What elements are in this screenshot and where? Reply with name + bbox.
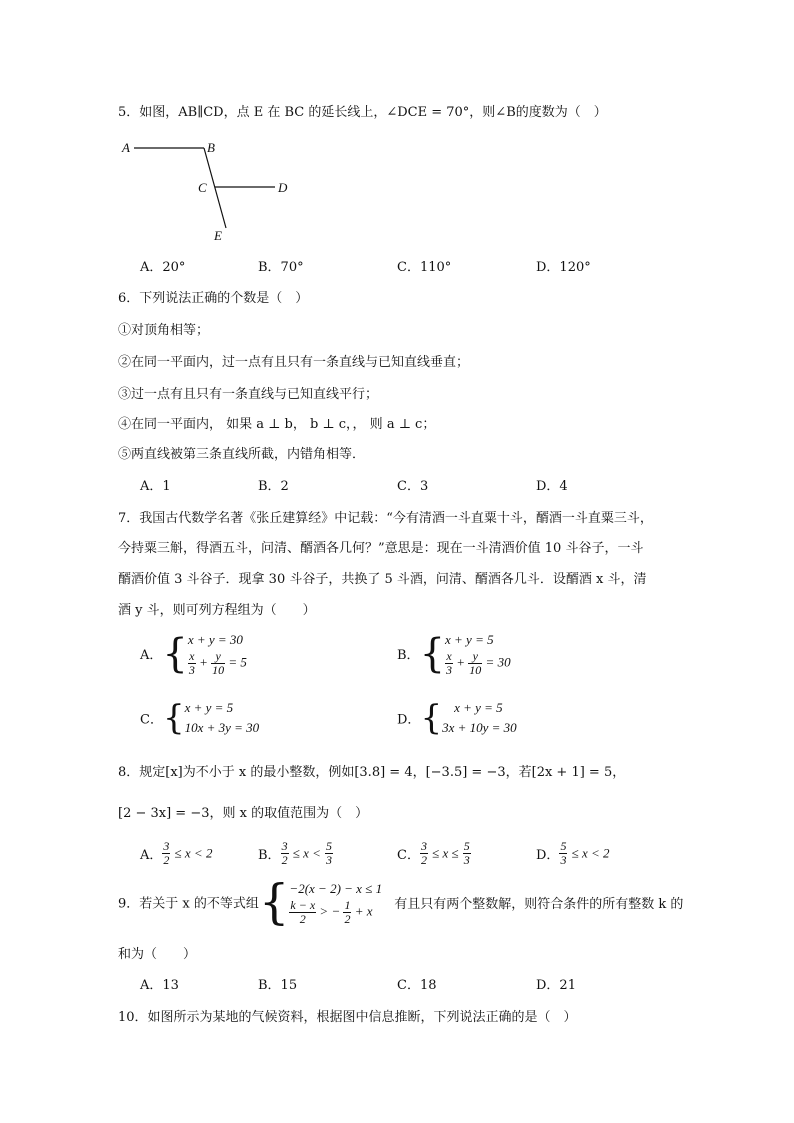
q9-option-c: C．18 xyxy=(397,978,437,993)
q8-c-den2: 3 xyxy=(463,853,470,867)
q6-item-5: ⑤两直线被第三条直线所截，内错角相等． xyxy=(118,447,366,462)
q7-option-c xyxy=(140,698,259,738)
q7-c-eq2: 10x + 3y = 30 xyxy=(184,720,260,735)
brace-icon: { xyxy=(419,630,446,677)
q7-a-f1-num: x xyxy=(189,649,195,663)
q7-a-f1-den: 3 xyxy=(188,663,195,677)
q7-option-a: A．{ x + y = 30 $\frac{x}{3}$ + $\frac{y}{10}$ = 5 xyxy=(140,630,247,677)
q8-a-den: 2 xyxy=(163,853,170,867)
q9-option-d: D．21 xyxy=(536,978,576,993)
q7-b-f1-den: 3 xyxy=(446,663,453,677)
q9-ineq-1: −2(x − 2) − x ≤ 1 xyxy=(289,880,383,896)
q9-ineq2-num2: 1 xyxy=(344,897,351,912)
q7-stem-line-1: 7．我国古代数学名著《张丘建算经》中记载：“今有清酒一斗直粟十斗，醑酒一斗直粟三斗， xyxy=(118,511,653,526)
q8-d-rest: ≤ x < 2 xyxy=(571,845,610,861)
q9-ineq2-mid: > − xyxy=(319,902,341,918)
q8-d-den: 3 xyxy=(560,853,567,867)
q8-stem-line-1: 8．规定[x]为不小于 x 的最小整数，例如[3.8] = 4，[−3.5] = −3，若[2x + 1] = 5， xyxy=(118,765,626,780)
q9-ineq2-tail: + x xyxy=(354,902,373,918)
q5-label-c: C xyxy=(198,180,207,195)
q9-stem-prefix: 9．若关于 x 的不等式组 xyxy=(118,896,259,912)
q5-option-b: B．70° xyxy=(258,260,304,275)
q5-stem: 5．如图，AB∥CD，点 E 在 BC 的延长线上，∠DCE = 70°，则∠B的度数为（ ） xyxy=(118,105,607,120)
q5-label-d: D xyxy=(278,180,288,195)
q7-stem-line-2: 今持粟三斛，得酒五斗，问清、醑酒各几何？”意思是：现在一斗清酒价值 10 斗谷子，一斗 xyxy=(118,541,644,556)
q6-item-3: ③过一点有且只有一条直线与已知直线平行； xyxy=(118,387,379,402)
q8-c-mid: ≤ x ≤ xyxy=(432,845,459,861)
q8-option-a xyxy=(140,840,212,867)
q5-option-a: A．20° xyxy=(140,260,186,275)
q8-stem-line-2: [2 − 3x] = −3，则 x 的取值范围为（ ） xyxy=(118,806,369,821)
q8-a-rest: ≤ x < 2 xyxy=(174,845,213,861)
q8-option-c xyxy=(397,840,471,867)
q8-option-d-label: D． xyxy=(536,848,560,863)
q8-d-num: 5 xyxy=(560,839,567,853)
q8-c-num2: 5 xyxy=(463,839,470,853)
q7-option-d-label: D． xyxy=(397,712,421,728)
q8-b-num2: 5 xyxy=(326,839,333,853)
q7-b-eq1: x + y = 5 xyxy=(445,632,494,647)
q5-label-e: E xyxy=(214,228,222,243)
q10-stem: 10．如图所示为某地的气候资料，根据图中信息推断，下列说法正确的是（ ） xyxy=(118,1010,577,1025)
q7-option-a-label: A． xyxy=(140,648,163,663)
q6-option-c: C．3 xyxy=(397,479,429,494)
q8-option-a-label: A． xyxy=(140,848,163,863)
q7-a-rhs: = 5 xyxy=(228,654,247,670)
q9-stem-suffix: 有且只有两个整数解，则符合条件的所有整数 k 的 xyxy=(394,896,684,912)
q7-d-eq1: x + y = 5 xyxy=(454,700,503,715)
q9-stem-line-2: 和为（ ） xyxy=(118,947,197,962)
q7-option-b-label: B． xyxy=(397,648,420,663)
q5-option-d: D．120° xyxy=(536,260,591,275)
q9-ineq2-den: 2 xyxy=(299,911,306,926)
q6-option-b: B．2 xyxy=(258,479,289,494)
q7-option-c-label: C． xyxy=(140,712,163,728)
q5-label-a: A xyxy=(122,140,130,155)
brace-icon: { xyxy=(162,698,185,738)
q8-b-num1: 3 xyxy=(281,839,288,853)
q6-item-4: ④在同一平面内， 如果 a ⊥ b， b ⊥ c，， 则 a ⊥ c； xyxy=(118,417,436,432)
q7-a-eq1: x + y = 30 xyxy=(187,632,243,647)
q7-c-eq1: x + y = 5 xyxy=(184,700,234,715)
q8-option-b xyxy=(258,840,333,867)
q6-item-2: ②在同一平面内，过一点有且只有一条直线与已知直线垂直； xyxy=(118,355,470,370)
q7-option-b: B．{ x + y = 5 $\frac{x}{3}$ + $\frac{y}{10}$ = 30 xyxy=(397,630,511,677)
q8-b-den2: 3 xyxy=(326,853,333,867)
q9-stem xyxy=(118,876,683,928)
q8-c-num1: 3 xyxy=(420,839,427,853)
q8-c-den1: 2 xyxy=(420,853,427,867)
q7-stem-line-4: 酒 y 斗，则可列方程组为（ ） xyxy=(118,603,316,618)
q7-b-f2-num: y xyxy=(468,650,482,664)
q7-a-f2-den: 10 xyxy=(212,663,225,677)
brace-icon: { xyxy=(420,698,443,738)
q7-option-d xyxy=(397,698,517,738)
brace-icon: { xyxy=(162,630,188,677)
q7-stem-line-3: 醑酒价值 3 斗谷子．现拿 30 斗谷子，共换了 5 斗酒，问清、醑酒各几斗．设醑酒 x 斗，清 xyxy=(118,572,647,587)
q6-option-d: D．4 xyxy=(536,479,568,494)
q7-b-f2-den: 10 xyxy=(469,663,482,677)
q7-d-eq2: 3x + 10y = 30 xyxy=(442,720,517,735)
q6-option-a: A．1 xyxy=(140,479,171,494)
q8-a-num: 3 xyxy=(163,839,170,853)
q7-a-f2-num: y xyxy=(211,650,225,664)
q6-item-1: ①对顶角相等； xyxy=(118,323,210,338)
q9-option-b: B．15 xyxy=(258,978,298,993)
q9-ineq2-num: k − x xyxy=(290,897,316,912)
q6-stem: 6．下列说法正确的个数是（ ） xyxy=(118,291,309,306)
q8-option-d xyxy=(536,840,610,867)
q8-b-mid: ≤ x < xyxy=(292,845,321,861)
q5-label-b: B xyxy=(207,140,215,155)
q7-b-f1-num: x xyxy=(446,649,452,663)
q8-b-den1: 2 xyxy=(281,853,288,867)
q7-b-rhs: = 30 xyxy=(485,654,511,670)
q9-ineq2-den2: 2 xyxy=(344,911,351,926)
q8-option-c-label: C． xyxy=(397,848,420,863)
q5-figure xyxy=(118,136,298,248)
q5-option-c: C．110° xyxy=(397,260,452,275)
q9-option-a: A．13 xyxy=(140,978,179,993)
q8-option-b-label: B． xyxy=(258,848,281,863)
brace-icon: { xyxy=(258,874,290,930)
